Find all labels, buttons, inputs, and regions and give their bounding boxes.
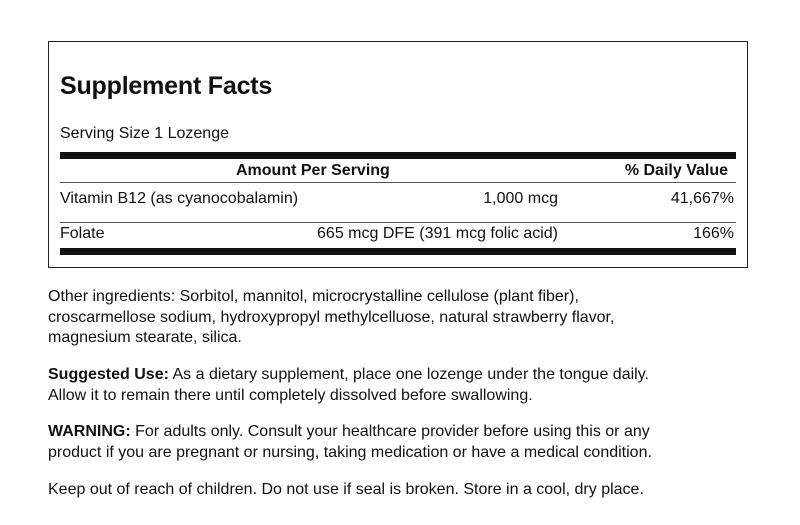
- nutrient-amount: 1,000 mcg: [483, 190, 558, 207]
- supplement-facts-panel: [48, 41, 748, 268]
- facts-header-row: [60, 160, 736, 182]
- header-divider: [60, 182, 736, 183]
- other-ingredients-text: [48, 287, 748, 349]
- suggested-use-line: Allow it to remain there until completely dissolved before swallowing.: [48, 386, 533, 404]
- nutrient-name: Folate: [60, 225, 105, 242]
- nutrient-row-vitamin-b12: [60, 190, 736, 214]
- serving-size: Serving Size 1 Lozenge: [60, 125, 229, 142]
- nutrient-row-folate: [60, 225, 736, 249]
- nutrient-amount: 665 mcg DFE (391 mcg folic acid): [317, 225, 558, 242]
- warning-text: [48, 422, 748, 463]
- nutrient-daily-value: 166%: [693, 225, 734, 242]
- suggested-use-label: Suggested Use:: [48, 366, 169, 383]
- suggested-use-body: As a dietary supplement, place one lozenge under the tongue daily.: [168, 366, 649, 383]
- bottom-thick-rule: [60, 248, 736, 255]
- facts-title: Supplement Facts: [60, 72, 273, 100]
- other-ingredients-line: Other ingredients: Sorbitol, mannitol, microcrystalline cellulose (plant fiber),: [48, 288, 579, 305]
- row-divider: [60, 222, 736, 223]
- warning-line: [48, 422, 748, 443]
- warning-line: product if you are pregnant or nursing, taking medication or have a medical condition.: [48, 443, 652, 461]
- daily-value-header: % Daily Value: [624, 162, 728, 179]
- nutrient-name: Vitamin B12 (as cyanocobalamin): [60, 190, 299, 207]
- suggested-use-line: [48, 365, 748, 386]
- amount-per-serving-header: Amount Per Serving: [236, 162, 390, 179]
- suggested-use-text: [48, 365, 748, 406]
- nutrient-daily-value: 41,667%: [670, 190, 734, 207]
- warning-label: WARNING:: [48, 423, 131, 440]
- top-thick-rule: [60, 152, 736, 159]
- warning-body: For adults only. Consult your healthcare provider before using this or any: [130, 423, 650, 440]
- storage-text: Keep out of reach of children. Do not use if seal is broken. Store in a cool, dry place.: [48, 481, 644, 498]
- other-ingredients-line: croscarmellose sodium, hydroxypropyl methylcelluose, natural strawberry flavor,: [48, 308, 615, 326]
- other-ingredients-line: magnesium stearate, silica.: [48, 329, 242, 346]
